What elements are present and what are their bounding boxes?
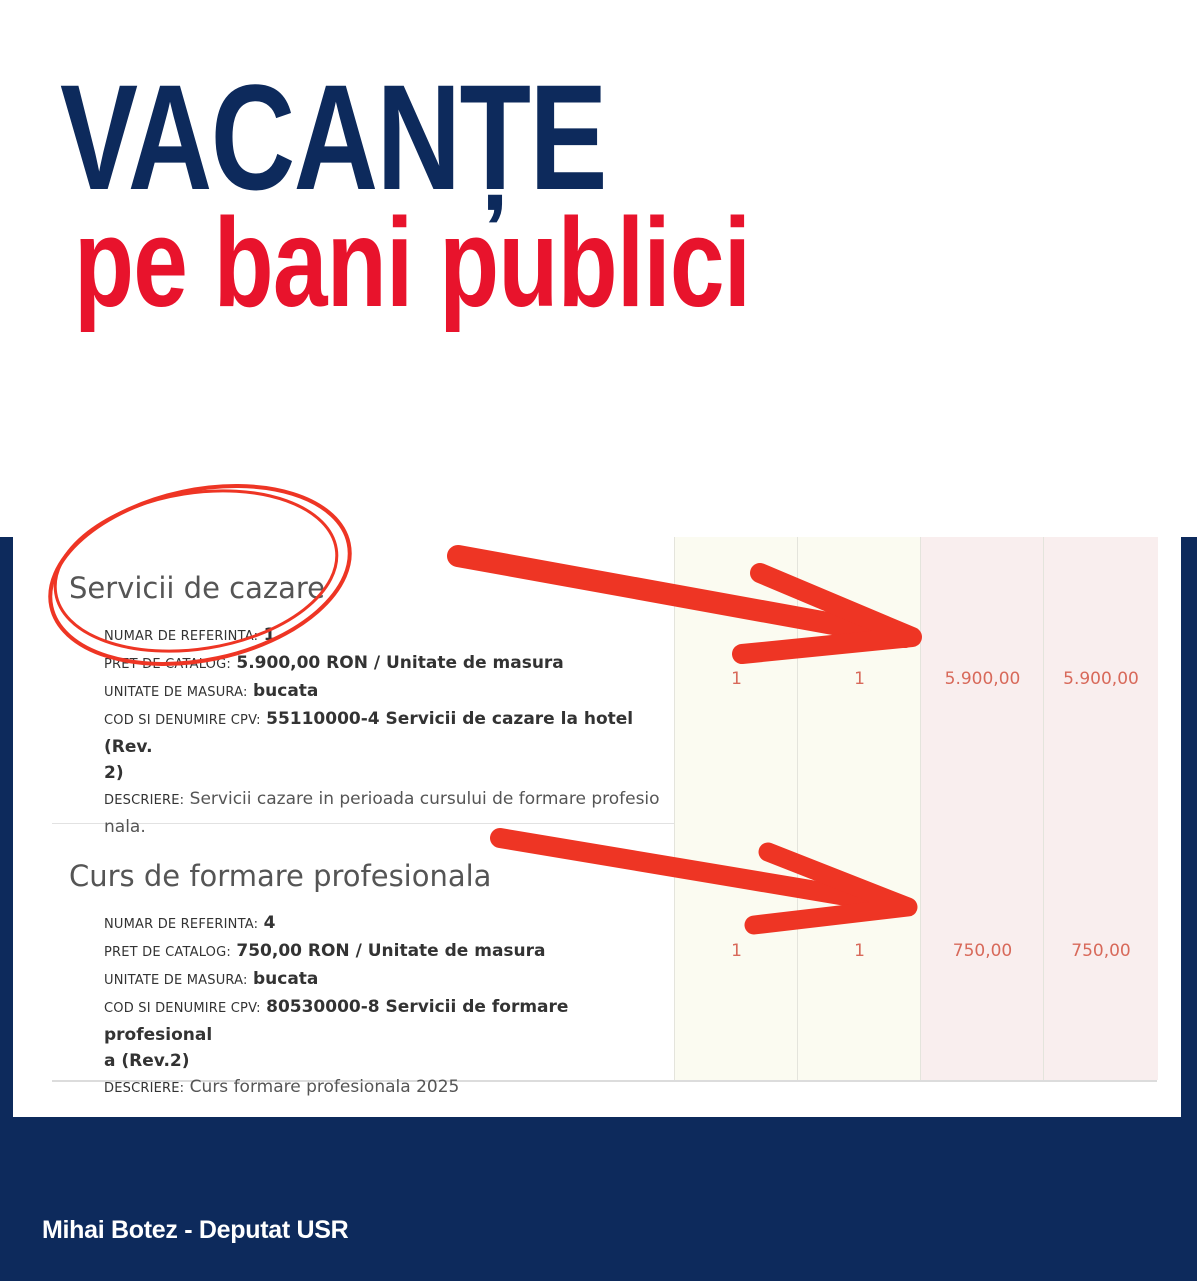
reference-value: 1: [263, 625, 276, 645]
item-details: [104, 910, 664, 1102]
amount-column: [1043, 823, 1158, 1080]
cpv-code-continued: [104, 1048, 664, 1074]
cpv-value: 80530000-8 Servicii de formare profesional: [104, 997, 569, 1045]
item-title: Servicii de cazare: [69, 571, 325, 605]
cpv-code: [104, 994, 664, 1048]
quantity-column: [674, 537, 798, 823]
price-value: 5.900,00 RON / Unitate de masura: [236, 653, 564, 673]
quantity-value: 1: [854, 941, 865, 961]
items-table: [52, 537, 1157, 1097]
reference-number: [104, 622, 664, 650]
unit-of-measure: [104, 966, 664, 994]
price-label: PRET DE CATALOG:: [104, 657, 231, 672]
item-title: Curs de formare profesionala: [69, 859, 492, 893]
cpv-value-continued: 2): [104, 763, 124, 783]
price-value: 750,00 RON / Unitate de masura: [236, 941, 546, 961]
cpv-value-continued: a (Rev.2): [104, 1051, 190, 1071]
quantity-value: 1: [731, 941, 742, 961]
description-value-continued: nala.: [104, 817, 146, 837]
quantity-column: [797, 537, 921, 823]
unit-value: bucata: [252, 969, 319, 989]
unit-label: UNITATE DE MASURA:: [104, 973, 248, 988]
quantity-column: [674, 823, 798, 1080]
cpv-label: COD SI DENUMIRE CPV:: [104, 1001, 261, 1016]
cpv-code: [104, 706, 664, 760]
unit-label: UNITATE DE MASURA:: [104, 685, 248, 700]
amount-column: [920, 823, 1044, 1080]
amount-column: [920, 537, 1044, 823]
reference-label: NUMAR DE REFERINTA:: [104, 917, 259, 932]
cpv-code-continued: [104, 760, 664, 786]
cpv-value: 55110000-4 Servicii de cazare la hotel (Rev.: [104, 709, 634, 757]
amount-value: 750,00: [952, 941, 1013, 961]
unit-of-measure: [104, 678, 664, 706]
reference-label: NUMAR DE REFERINTA:: [104, 629, 259, 644]
item-details: [104, 622, 664, 840]
description-value: Servicii cazare in perioada cursului de formare profesio: [189, 789, 660, 809]
quantity-value: 1: [854, 669, 865, 689]
price-label: PRET DE CATALOG:: [104, 945, 231, 960]
table-row: [52, 823, 1157, 1097]
headline-title: VACANȚE: [60, 53, 606, 221]
amount-column: [1043, 537, 1158, 823]
table-row: [52, 537, 1157, 837]
description: [104, 1074, 664, 1102]
quantity-value: 1: [731, 669, 742, 689]
cpv-label: COD SI DENUMIRE CPV:: [104, 713, 261, 728]
description-label: DESCRIERE:: [104, 793, 185, 808]
reference-value: 4: [263, 913, 276, 933]
unit-value: bucata: [252, 681, 319, 701]
amount-value: 750,00: [1071, 941, 1131, 961]
quantity-column: [797, 823, 921, 1080]
description: [104, 786, 664, 814]
description-label: DESCRIERE:: [104, 1081, 185, 1096]
author-credit: Mihai Botez - Deputat USR: [42, 1216, 349, 1244]
amount-value: 5.900,00: [944, 669, 1021, 689]
catalog-price: [104, 650, 664, 678]
headline-subtitle: pe bani publici: [74, 192, 751, 333]
amount-value: 5.900,00: [1063, 669, 1139, 689]
reference-number: [104, 910, 664, 938]
description-value: Curs formare profesionala 2025: [189, 1077, 460, 1097]
catalog-price: [104, 938, 664, 966]
